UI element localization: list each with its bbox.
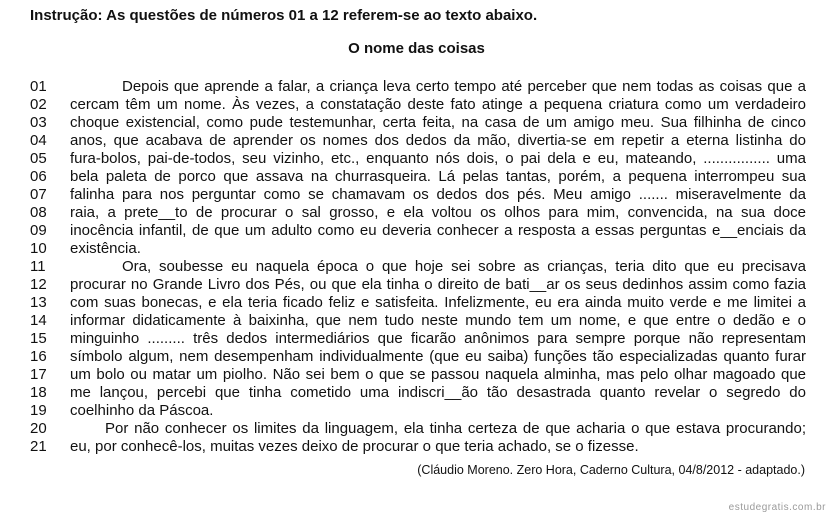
line-number: 06	[30, 168, 47, 185]
line-number: 19	[30, 402, 47, 419]
line-text: choque existencial, como pude testemunhar, certa feita, na casa de um amigo meu. Sua filhinha de cinco	[70, 114, 806, 131]
line-text: eu, por conhecê-los, muitas vezes deixo de procurar o que teria achado, se o fizesse.	[70, 438, 639, 455]
text-line	[30, 420, 806, 438]
text-line	[30, 114, 806, 132]
line-number: 16	[30, 348, 47, 365]
line-number: 04	[30, 132, 47, 149]
text-line	[30, 78, 806, 96]
line-number: 12	[30, 276, 47, 293]
text-line	[30, 258, 806, 276]
line-text: informar didaticamente à baixinha, que nem tudo neste mundo tem um nome, e que entre o dedão e o	[70, 312, 806, 329]
source-citation: (Cláudio Moreno. Zero Hora, Caderno Cultura, 04/8/2012 - adaptado.)	[417, 463, 805, 477]
line-number: 21	[30, 438, 47, 455]
text-line	[30, 150, 806, 168]
text-line	[30, 312, 806, 330]
line-text: inocência infantil, de que um adulto como eu deveria conhecer a resposta a essas perguntas e__enciais da	[70, 222, 806, 239]
line-text: falinha para nos perguntar como se chamavam os dedos dos pés. Meu amigo ....... miseravelmente da	[70, 186, 806, 203]
line-number: 03	[30, 114, 47, 131]
line-text: Ora, soubesse eu naquela época o que hoje sei sobre as crianças, teria dito que eu precisava	[122, 258, 806, 275]
line-text: procurar no Grande Livro dos Pés, ou que ela tinha o direito de bati__ar os seus dedinhos assim como fazia	[70, 276, 806, 293]
line-text: símbolo algum, nem desempenham individualmente (que eu saiba) funções tão especializadas quanto furar	[70, 348, 806, 365]
line-text: Por não conhecer os limites da linguagem, ela tinha certeza de que acharia o que estava procurando;	[105, 420, 806, 437]
text-line	[30, 348, 806, 366]
line-number: 20	[30, 420, 47, 437]
line-text: existência.	[70, 240, 141, 257]
line-text: um bolo ou matar um piolho. Não sei bem o que se passou naquela alminha, mas pelo olhar magoado que	[70, 366, 806, 383]
site-watermark: estudegratis.com.br	[728, 502, 826, 513]
text-line	[30, 204, 806, 222]
text-line	[30, 168, 806, 186]
line-number: 10	[30, 240, 47, 257]
line-number: 09	[30, 222, 47, 239]
text-line	[30, 402, 806, 420]
text-line	[30, 438, 806, 456]
numbered-text	[30, 78, 806, 456]
line-text: fura-bolos, pai-de-todos, seu vizinho, etc., enquanto nós dois, o pai dela e eu, mateando, ................ uma	[70, 150, 806, 167]
line-text: anos, que acabava de aprender os nomes dos dedos da mão, divertia-se em repetir a eterna listinha do	[70, 132, 806, 149]
line-text: me lançou, percebi que tinha cometido uma indiscri__ão tão desastrada quanto revelar o segredo do	[70, 384, 806, 401]
line-text: cercam têm um nome. Às vezes, a constatação deste fato atinge a pequena criatura como um verdadeiro	[70, 96, 806, 113]
instruction-heading: Instrução: As questões de números 01 a 12 referem-se ao texto abaixo.	[30, 7, 538, 24]
line-number: 07	[30, 186, 47, 203]
line-number: 17	[30, 366, 47, 383]
line-number: 01	[30, 78, 47, 95]
text-line	[30, 222, 806, 240]
line-number: 18	[30, 384, 47, 401]
text-line	[30, 240, 806, 258]
text-line	[30, 276, 806, 294]
line-number: 02	[30, 96, 47, 113]
line-number: 08	[30, 204, 47, 221]
text-line	[30, 294, 806, 312]
text-line	[30, 366, 806, 384]
line-text: raia, a prete__to de procurar o sal grosso, e ela voltou os olhos para mim, convencida, na sua doce	[70, 204, 806, 221]
text-title: O nome das coisas	[348, 40, 485, 57]
text-line	[30, 330, 806, 348]
line-number: 11	[30, 258, 46, 275]
line-text: bela paleta de porco que assava na churrasqueira. Lá pelas tantas, porém, a pequena interrompeu sua	[70, 168, 806, 185]
line-number: 13	[30, 294, 47, 311]
line-number: 14	[30, 312, 47, 329]
text-line	[30, 186, 806, 204]
line-text: coelhinho da Páscoa.	[70, 402, 214, 419]
line-text: com suas bonecas, e ela teria ficado feliz e satisfeita. Infelizmente, eu era ainda muito verde e me limitei a	[70, 294, 806, 311]
line-text: Depois que aprende a falar, a criança leva certo tempo até perceber que nem todas as coisas que a	[122, 78, 806, 95]
line-number: 15	[30, 330, 47, 347]
text-line	[30, 96, 806, 114]
text-line	[30, 384, 806, 402]
line-text: minguinho ......... três dedos intermediários que ficarão anônimos para sempre porque não representam	[70, 330, 806, 347]
text-line	[30, 132, 806, 150]
line-number: 05	[30, 150, 47, 167]
